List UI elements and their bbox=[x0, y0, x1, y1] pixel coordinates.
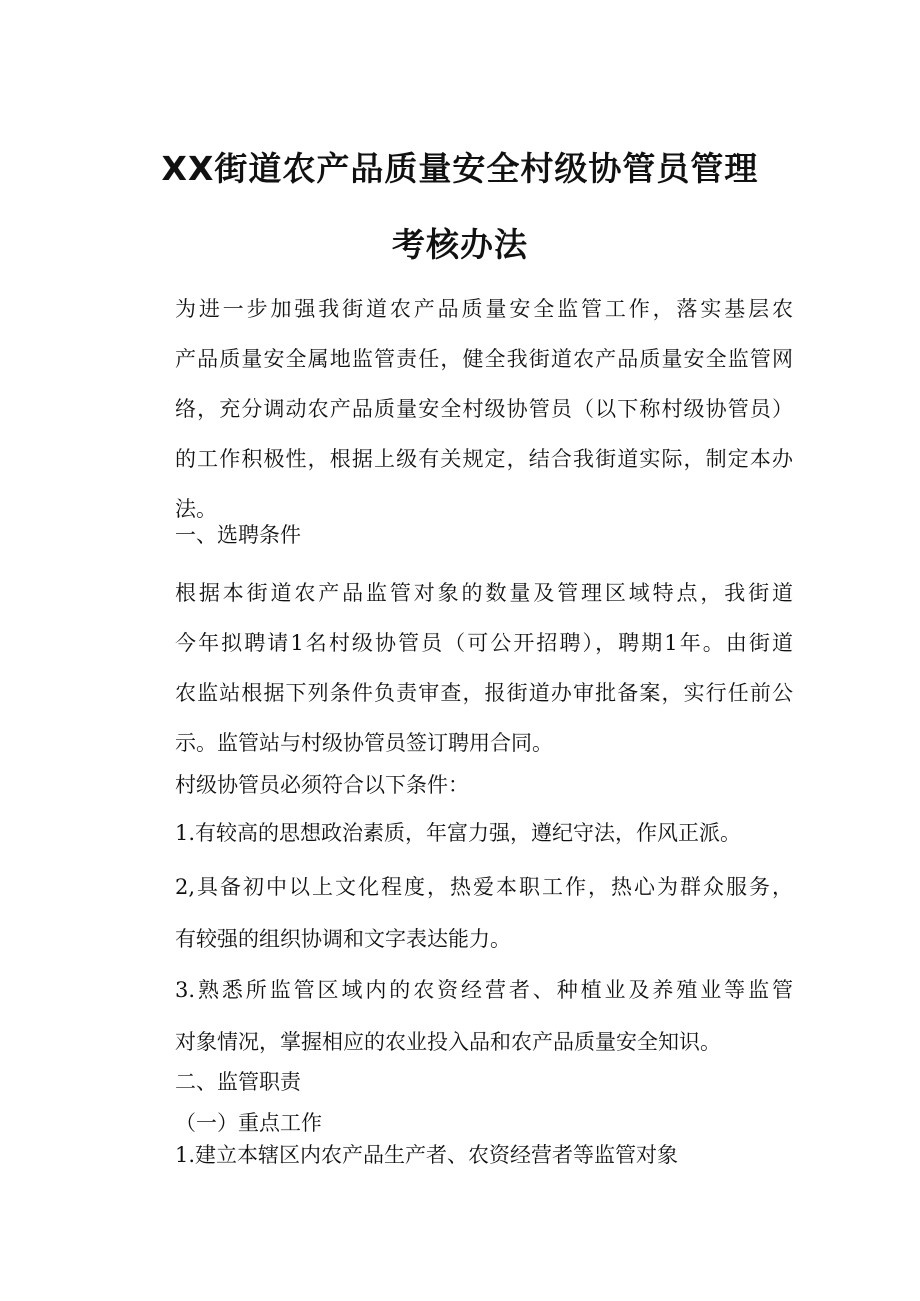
recruitment-line: 根据本街道农产品监管对象的数量及管理区域特点，我街道 bbox=[175, 581, 793, 605]
condition-3-line: 3.熟悉所监管区域内的农资经营者、种植业及养殖业等监管 bbox=[175, 978, 793, 1002]
conditions-intro: 村级协管员必须符合以下条件： bbox=[175, 773, 469, 797]
condition-3-line: 对象情况，掌握相应的农业投入品和农产品质量安全知识。 bbox=[175, 1030, 721, 1054]
section-heading-duties: 二、监管职责 bbox=[175, 1070, 301, 1094]
section-heading-selection: 一、选聘条件 bbox=[175, 523, 301, 547]
intro-line: 为进一步加强我街道农产品质量安全监管工作，落实基层农 bbox=[175, 297, 793, 321]
recruitment-line: 今年拟聘请1名村级协管员（可公开招聘），聘期1年。由街道 bbox=[175, 631, 793, 655]
intro-line: 产品质量安全属地监管责任，健全我街道农产品质量安全监管网 bbox=[175, 347, 793, 371]
intro-line: 法。 bbox=[175, 497, 217, 521]
intro-line: 络，充分调动农产品质量安全村级协管员（以下称村级协管员） bbox=[175, 397, 793, 421]
document-title-line-1: XX街道农产品质量安全村级协管员管理 bbox=[161, 149, 759, 188]
duty-item-1: 1.建立本辖区内农产品生产者、农资经营者等监管对象 bbox=[175, 1143, 679, 1167]
subsection-heading-key-work: （一）重点工作 bbox=[175, 1111, 322, 1135]
intro-line: 的工作积极性，根据上级有关规定，结合我街道实际，制定本办 bbox=[175, 447, 793, 471]
recruitment-line: 示。监管站与村级协管员签订聘用合同。 bbox=[175, 731, 553, 755]
intro-paragraph bbox=[133, 284, 793, 534]
condition-item-1: 1.有较高的思想政治素质，年富力强，遵纪守法，作风正派。 bbox=[175, 821, 742, 845]
condition-item-3 bbox=[133, 964, 793, 1068]
recruitment-line: 农监站根据下列条件负责审查，报街道办审批备案，实行任前公 bbox=[175, 681, 793, 705]
condition-item-2 bbox=[133, 861, 793, 965]
document-title-line-2: 考核办法 bbox=[392, 225, 528, 264]
condition-2-line: 有较强的组织协调和文字表达能力。 bbox=[175, 927, 511, 951]
condition-2-line: 2,具备初中以上文化程度，热爱本职工作，热心为群众服务， bbox=[175, 875, 793, 899]
recruitment-paragraph bbox=[133, 568, 793, 768]
